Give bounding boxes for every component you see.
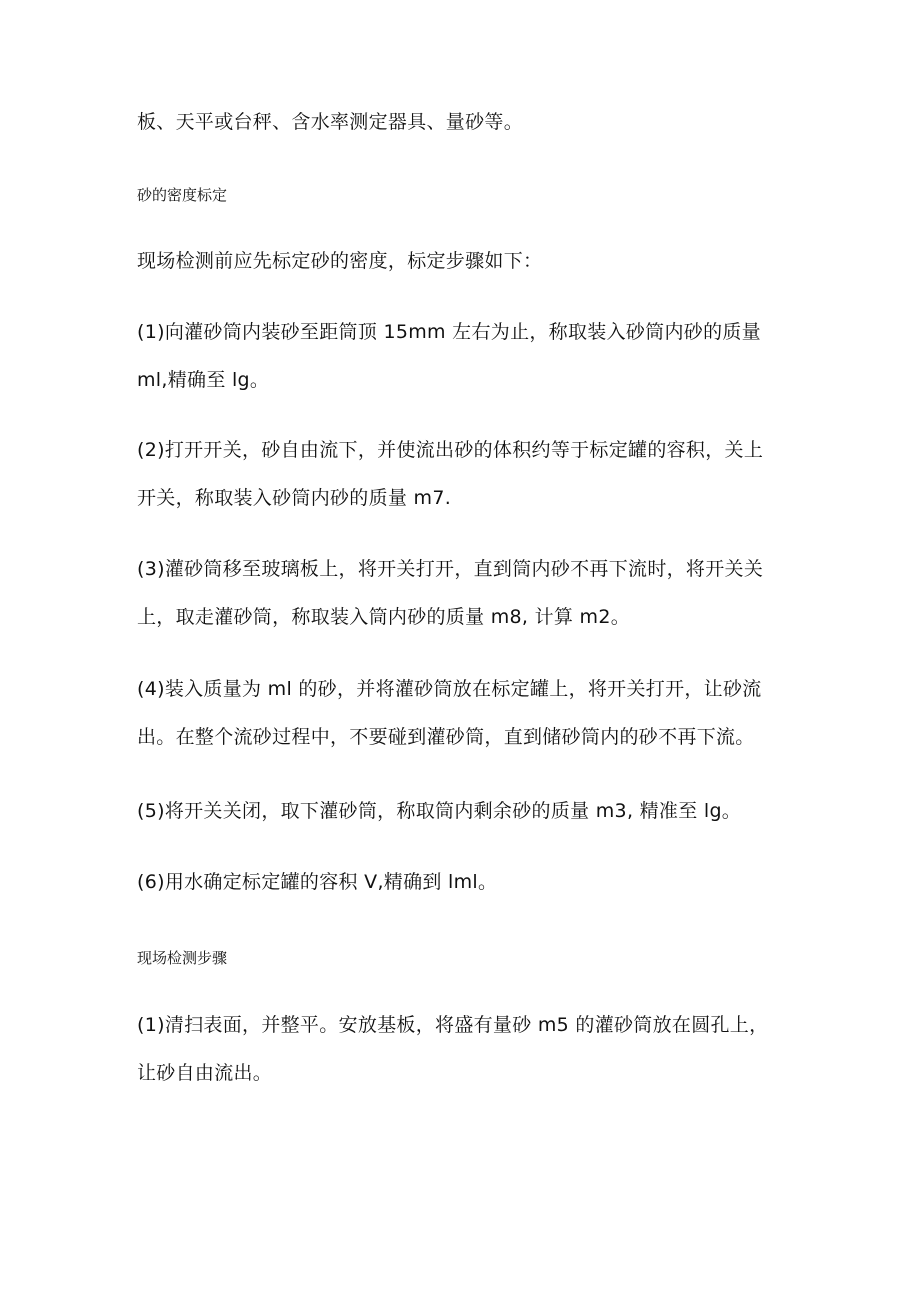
intro-line: 板、天平或台秤、含水率测定器具、量砂等。 xyxy=(137,111,524,133)
step-1-line-1: (1)向灌砂筒内装砂至距筒顶 15mm 左右为止，称取装入砂筒内砂的质量 xyxy=(137,321,761,343)
step-1-line-2: ml,精确至 lg。 xyxy=(137,369,270,391)
step-6-line-1: (6)用水确定标定罐的容积 V,精确到 lml。 xyxy=(137,871,498,893)
field-step-1-line-2: 让砂自由流出。 xyxy=(137,1062,273,1084)
step-4-line-2: 出。在整个流砂过程中，不要碰到灌砂筒，直到储砂筒内的砂不再下流。 xyxy=(137,726,755,748)
step-5-line-1: (5)将开关关闭，取下灌砂筒，称取筒内剩余砂的质量 m3, 精准至 lg。 xyxy=(137,800,742,822)
step-2-line-2: 开关，称取装入砂筒内砂的质量 m7. xyxy=(137,487,452,509)
section-heading-field-test: 现场检测步骤 xyxy=(137,949,228,967)
section-intro-paragraph: 现场检测前应先标定砂的密度，标定步骤如下： xyxy=(137,250,543,272)
step-3-line-2: 上，取走灌砂筒，称取装入筒内砂的质量 m8, 计算 m2。 xyxy=(137,606,631,628)
section-heading-sand-density: 砂的密度标定 xyxy=(137,186,228,204)
field-step-1-line-1: (1)清扫表面，并整平。安放基板，将盛有量砂 m5 的灌砂筒放在圆孔上， xyxy=(137,1014,769,1036)
step-3-line-1: (3)灌砂筒移至玻璃板上，将开关打开，直到筒内砂不再下流时，将开关关 xyxy=(137,558,764,580)
step-4-line-1: (4)装入质量为 ml 的砂，并将灌砂筒放在标定罐上，将开关打开，让砂流 xyxy=(137,678,762,700)
step-2-line-1: (2)打开开关，砂自由流下，并使流出砂的体积约等于标定罐的容积，关上 xyxy=(137,439,764,461)
